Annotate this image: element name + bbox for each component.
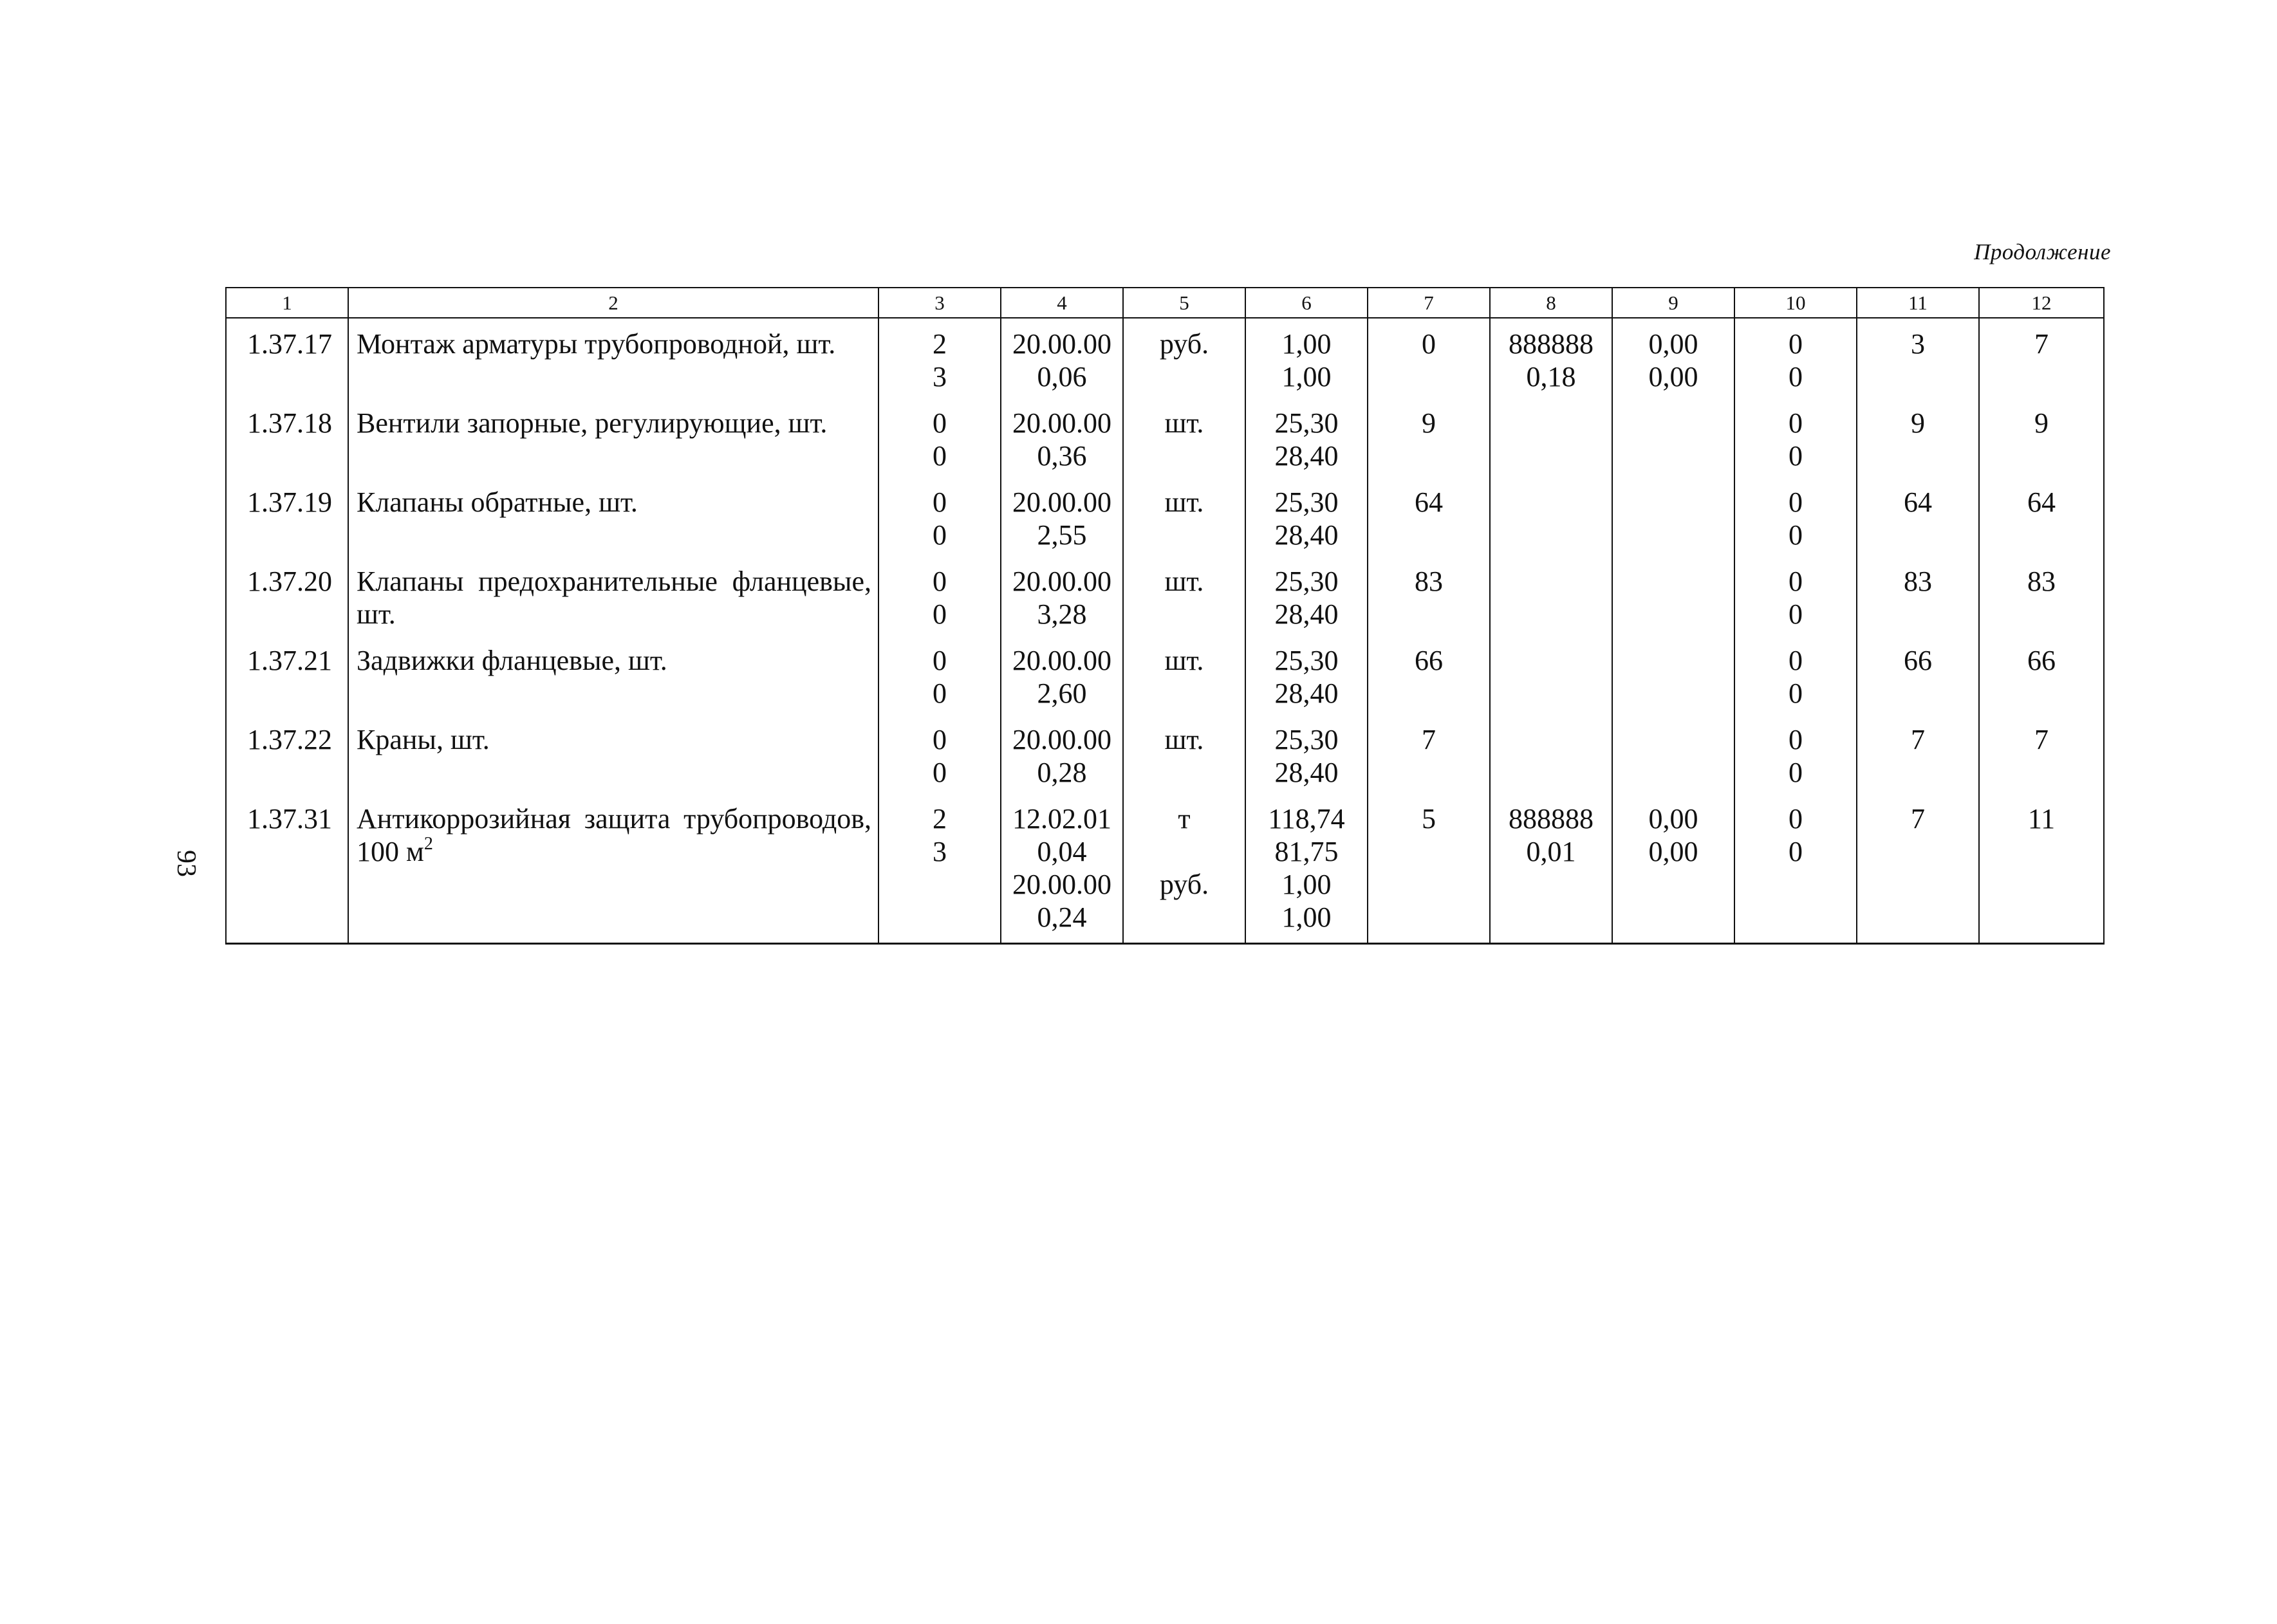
- item-code: 1.37.31: [226, 802, 348, 944]
- cell-col5: т руб.: [1123, 802, 1245, 944]
- cell-col8: 888888 0,01: [1490, 802, 1612, 944]
- item-name: [348, 802, 878, 944]
- column-header: 10: [1734, 288, 1857, 318]
- cell-col9: 0,00 0,00: [1612, 318, 1734, 407]
- cell-col12: 9: [1979, 407, 2104, 486]
- cell-col8: [1490, 723, 1612, 802]
- item-name: Задвижки фланцевые, шт.: [348, 644, 878, 723]
- cell-col3: 0 0: [878, 565, 1001, 644]
- column-header: 2: [348, 288, 878, 318]
- cell-col6: 25,30 28,40: [1245, 644, 1368, 723]
- item-code: 1.37.17: [226, 318, 348, 407]
- cell-col7: 7: [1368, 723, 1490, 802]
- cell-col9: [1612, 644, 1734, 723]
- cell-col12: 83: [1979, 565, 2104, 644]
- cell-col10: 0 0: [1734, 802, 1857, 944]
- cell-col4: 20.00.00 0,28: [1001, 723, 1123, 802]
- item-name-text: Антикоррозийная защита трубопроводов, 100 м: [357, 803, 871, 867]
- cell-col11: 83: [1857, 565, 1979, 644]
- column-header: 4: [1001, 288, 1123, 318]
- cell-col10: 0 0: [1734, 407, 1857, 486]
- header-row: [226, 288, 2104, 318]
- cell-col11: 66: [1857, 644, 1979, 723]
- column-header: 5: [1123, 288, 1245, 318]
- item-code: 1.37.20: [226, 565, 348, 644]
- cell-col6: 25,30 28,40: [1245, 723, 1368, 802]
- column-header: 8: [1490, 288, 1612, 318]
- cell-col7: 0: [1368, 318, 1490, 407]
- cell-col8: [1490, 644, 1612, 723]
- cell-col4: 20.00.00 0,36: [1001, 407, 1123, 486]
- item-name: Вентили запорные, регулирующие, шт.: [348, 407, 878, 486]
- column-header: 9: [1612, 288, 1734, 318]
- cell-col5: шт.: [1123, 565, 1245, 644]
- cell-col7: 83: [1368, 565, 1490, 644]
- cell-col9: 0,00 0,00: [1612, 802, 1734, 944]
- table-row: [226, 407, 2104, 486]
- cell-col6: 25,30 28,40: [1245, 565, 1368, 644]
- continuation-label: Продолжение: [1974, 239, 2111, 264]
- cell-col7: 5: [1368, 802, 1490, 944]
- table-row: [226, 318, 2104, 407]
- table-row: [226, 565, 2104, 644]
- column-header: 6: [1245, 288, 1368, 318]
- cell-col5: шт.: [1123, 723, 1245, 802]
- cell-col12: 7: [1979, 723, 2104, 802]
- cell-col7: 64: [1368, 486, 1490, 565]
- item-name: Краны, шт.: [348, 723, 878, 802]
- cell-col3: 0 0: [878, 486, 1001, 565]
- cell-col3: 2 3: [878, 802, 1001, 944]
- cell-col5: шт.: [1123, 644, 1245, 723]
- cell-col4: 12.02.01 0,04 20.00.00 0,24: [1001, 802, 1123, 944]
- item-code: 1.37.21: [226, 644, 348, 723]
- item-name: Клапаны предохранительные фланцевые, шт.: [348, 565, 878, 644]
- table-row: [226, 802, 2104, 944]
- cell-col8: 888888 0,18: [1490, 318, 1612, 407]
- cell-col11: 3: [1857, 318, 1979, 407]
- estimate-table: [225, 287, 2105, 945]
- cell-col10: 0 0: [1734, 318, 1857, 407]
- cell-col10: 0 0: [1734, 565, 1857, 644]
- cell-col7: 66: [1368, 644, 1490, 723]
- item-code: 1.37.18: [226, 407, 348, 486]
- table-row: [226, 486, 2104, 565]
- cell-col4: 20.00.00 2,55: [1001, 486, 1123, 565]
- column-header: 7: [1368, 288, 1490, 318]
- cell-col12: 66: [1979, 644, 2104, 723]
- cell-col11: 7: [1857, 723, 1979, 802]
- cell-col8: [1490, 565, 1612, 644]
- cell-col12: 11: [1979, 802, 2104, 944]
- item-code: 1.37.22: [226, 723, 348, 802]
- cell-col4: 20.00.00 0,06: [1001, 318, 1123, 407]
- cell-col4: 20.00.00 2,60: [1001, 644, 1123, 723]
- cell-col7: 9: [1368, 407, 1490, 486]
- cell-col3: 0 0: [878, 407, 1001, 486]
- column-header: 11: [1857, 288, 1979, 318]
- cell-col5: руб.: [1123, 318, 1245, 407]
- cell-col5: шт.: [1123, 486, 1245, 565]
- cell-col10: 0 0: [1734, 723, 1857, 802]
- cell-col3: 2 3: [878, 318, 1001, 407]
- cell-col11: 64: [1857, 486, 1979, 565]
- cell-col10: 0 0: [1734, 486, 1857, 565]
- cell-col6: 25,30 28,40: [1245, 486, 1368, 565]
- cell-col3: 0 0: [878, 723, 1001, 802]
- cell-col5: шт.: [1123, 407, 1245, 486]
- cell-col6: 25,30 28,40: [1245, 407, 1368, 486]
- cell-col11: 9: [1857, 407, 1979, 486]
- cell-col11: 7: [1857, 802, 1979, 944]
- cell-col12: 64: [1979, 486, 2104, 565]
- table-row: [226, 644, 2104, 723]
- cell-col6: 1,00 1,00: [1245, 318, 1368, 407]
- cell-col10: 0 0: [1734, 644, 1857, 723]
- cell-col9: [1612, 723, 1734, 802]
- cell-col6: 118,74 81,75 1,00 1,00: [1245, 802, 1368, 944]
- item-name: Монтаж арматуры трубопроводной, шт.: [348, 318, 878, 407]
- cell-col9: [1612, 565, 1734, 644]
- cell-col9: [1612, 486, 1734, 565]
- item-code: 1.37.19: [226, 486, 348, 565]
- cell-col4: 20.00.00 3,28: [1001, 565, 1123, 644]
- cell-col12: 7: [1979, 318, 2104, 407]
- column-header: 1: [226, 288, 348, 318]
- column-header: 3: [878, 288, 1001, 318]
- table-row: [226, 723, 2104, 802]
- cell-col9: [1612, 407, 1734, 486]
- column-header: 12: [1979, 288, 2104, 318]
- cell-col8: [1490, 486, 1612, 565]
- cell-col8: [1490, 407, 1612, 486]
- item-name: Клапаны обратные, шт.: [348, 486, 878, 565]
- page-number: 93: [171, 850, 201, 877]
- cell-col3: 0 0: [878, 644, 1001, 723]
- superscript: 2: [423, 834, 433, 854]
